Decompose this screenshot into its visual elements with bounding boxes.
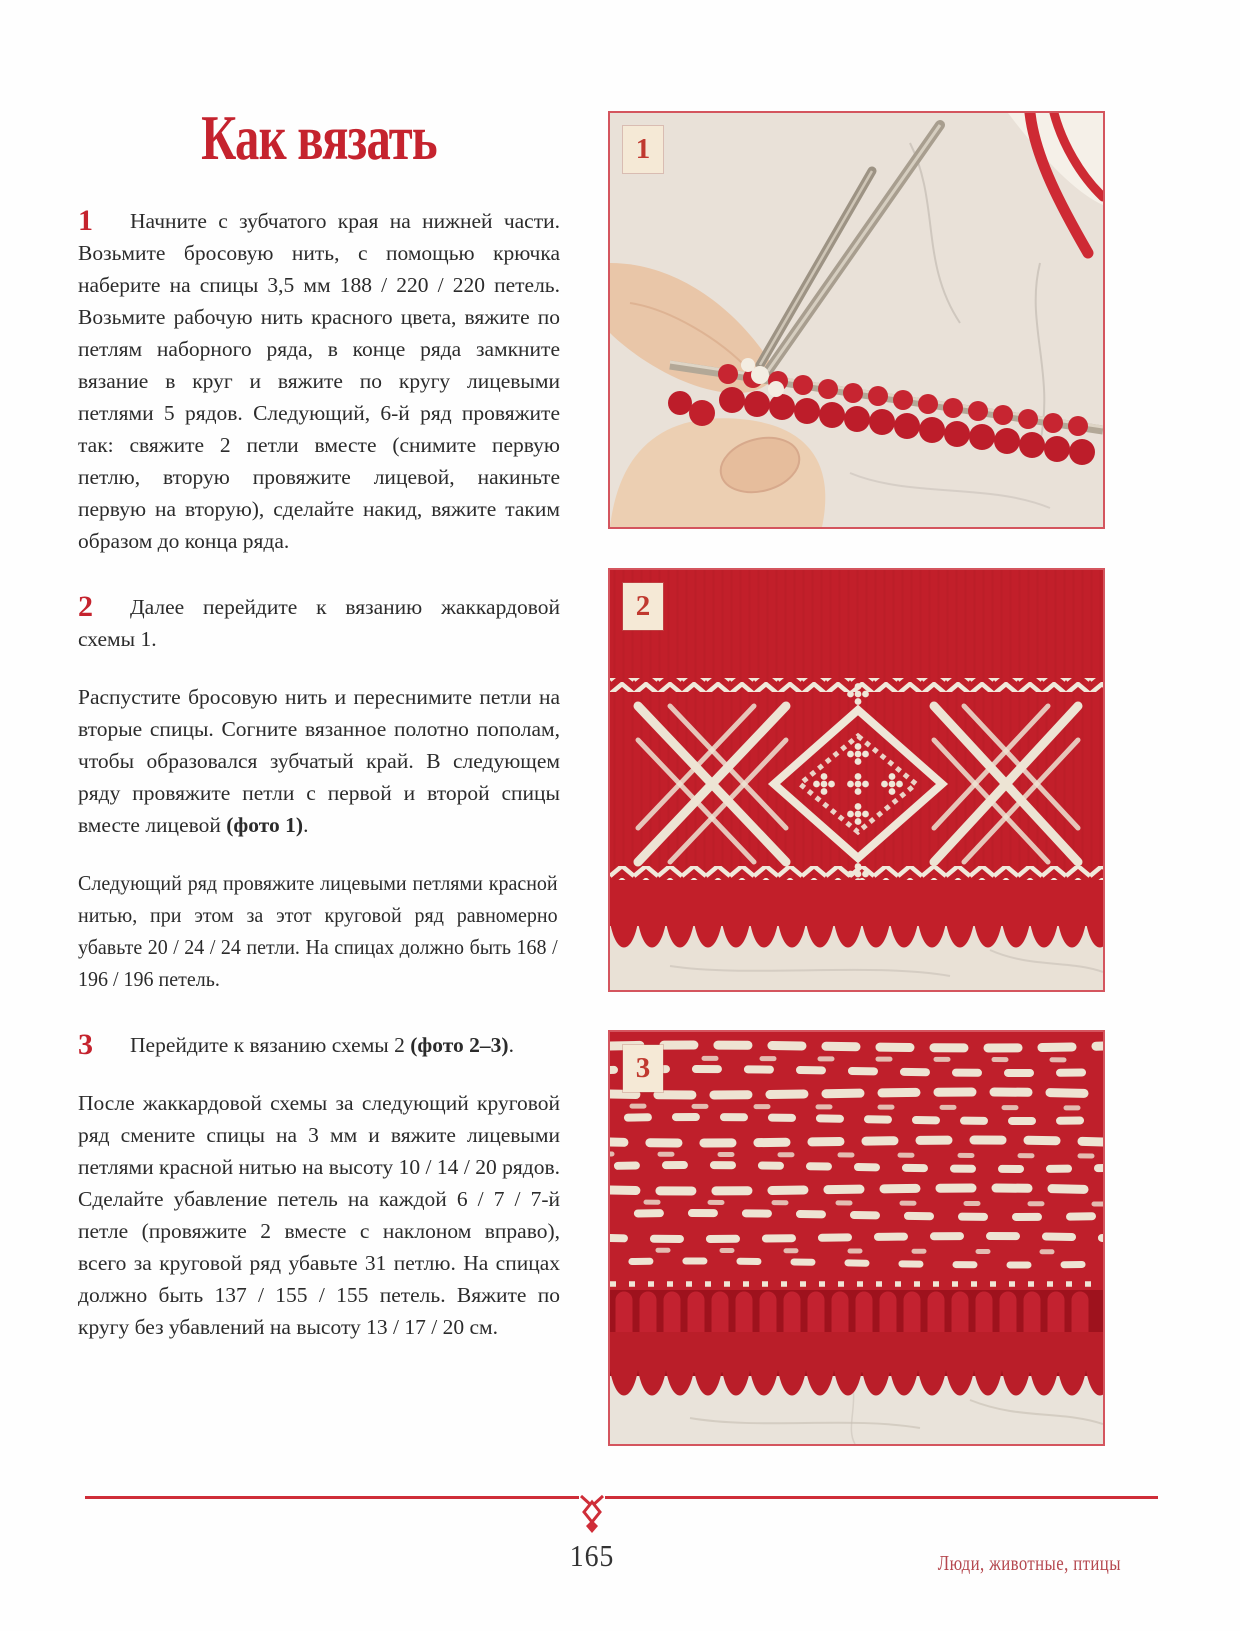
knot-ornament-icon <box>579 1484 605 1534</box>
step-3-end: . <box>508 1033 514 1058</box>
step-2-number: 2 <box>78 590 93 624</box>
paragraph-unravel-end: . <box>303 813 309 838</box>
photo-3-illustration <box>610 1032 1103 1444</box>
text-column <box>78 0 560 1343</box>
photo-1-reference: (фото 1) <box>226 813 304 838</box>
footer-divider <box>85 1496 1158 1499</box>
page-title: Как вязать <box>201 102 437 173</box>
step-2 <box>78 591 560 655</box>
step-3-text: Перейдите к вязанию схемы 2 <box>130 1033 411 1058</box>
photo-2-3-reference: (фото 2–3) <box>410 1033 509 1058</box>
step-1 <box>78 205 560 557</box>
photo-3-label: 3 <box>623 1045 663 1092</box>
paragraph-unravel <box>78 681 560 841</box>
page-number: 165 <box>569 1538 615 1573</box>
paragraph-after-scheme: После жаккардовой схемы за следующий круговой ряд смените спицы на 3 мм и вяжите лицевыми петлями красной нитью на высоту 10 / 14 / 20 рядов. Сделайте убавление петель на каждой 6 / 7 / 7-й петле (провяжите 2 вместе с наклоном вправо), всего за круговой ряд убавьте 31 петлю. На спицах должно быть 137 / 155 / 155 петель. Вяжите по кругу без убавлений на высоту 13 / 17 / 20 см. <box>78 1091 560 1340</box>
photo-1-label: 1 <box>623 126 663 173</box>
photo-2 <box>608 568 1105 992</box>
footer-rubric: Люди, животные, птицы <box>937 1551 1121 1575</box>
step-3 <box>78 1029 560 1061</box>
paragraph-decrease: Следующий ряд провяжите лицевыми петлями красной нитью, при этом за этот круговой ряд равномерно убавьте 20 / 24 / 24 петли. На спицах должно быть 168 / 196 / 196 петель. <box>78 871 558 992</box>
photo-2-illustration <box>610 570 1103 990</box>
photo-1 <box>608 111 1105 529</box>
paragraph-unravel-text: Распустите бросовую нить и переснимите петли на вторые спицы. Согните вязанное полотно пополам, чтобы образовался зубчатый край. В следующем ряду провяжите петли с первой и второй спицы вместе лицевой <box>78 685 560 838</box>
step-3-number: 3 <box>78 1028 93 1062</box>
step-2-text: Далее перейдите к вязанию жаккардовой схемы 1. <box>78 595 560 652</box>
photo-1-illustration <box>610 113 1103 527</box>
step-1-text: Начните с зубчатого края на нижней части. Возьмите бросовую нить, с помощью крючка наберите на спицы 3,5 мм 188 / 220 / 220 петель. Возьмите рабочую нить красного цвета, вяжите по петлям наборного ряда, в конце ряда замкните вязание в круг и вяжите по кругу лицевыми петлями 5 рядов. Следующий, 6-й ряд провяжите так: свяжите 2 петли вместе (снимите первую петлю, вторую провяжите лицевой, накиньте первую на вторую), сделайте накид, вяжите таким образом до конца ряда. <box>78 209 560 554</box>
step-1-number: 1 <box>78 204 93 238</box>
photo-2-label: 2 <box>623 583 663 630</box>
photo-3 <box>608 1030 1105 1446</box>
